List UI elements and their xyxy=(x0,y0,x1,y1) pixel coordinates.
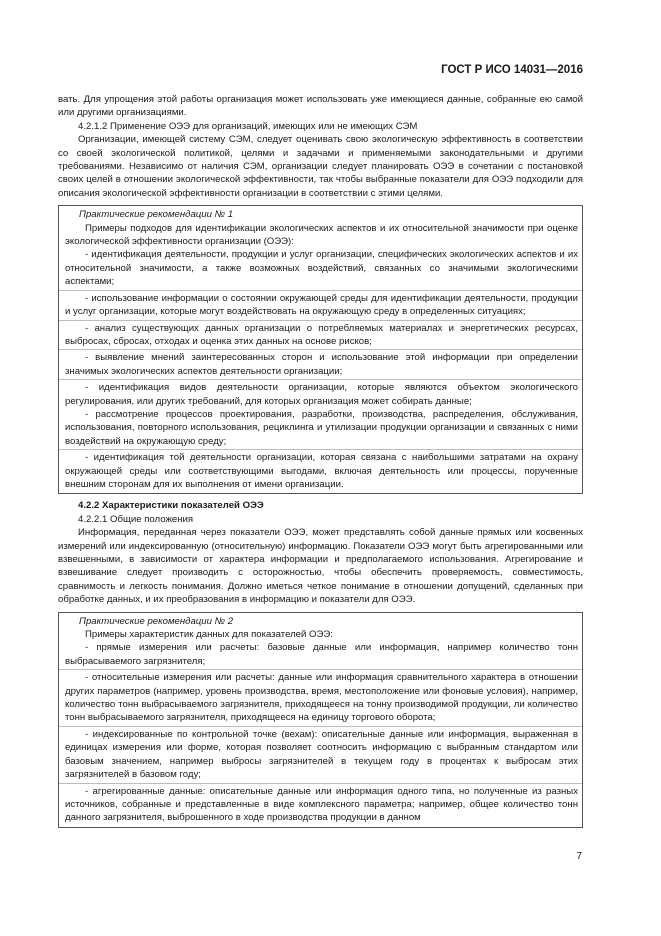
intro-paragraph: Организации, имеющей систему СЭМ, следует оценивать свою экологическую эффективность в соответствии со своей экологической политикой, целями и задачами и применяемыми законодательными и другими требованиями. Независимо от наличия СЭМ, организации следует планировать ОЭЭ в сочетании с постановкой своих целей в отношении экологической эффективности, так чтобы выбранные показатели для ОЭЭ подходили для описания экологической эффективности организации в соответствии с этими целями. xyxy=(58,134,583,199)
box-divider xyxy=(59,783,582,784)
box-divider xyxy=(59,379,582,380)
box-divider xyxy=(59,290,582,291)
box1-item: - идентификация видов деятельности организации, которые являются объектом экологического регулирования, или других требований, для которых организация может собирать данные; xyxy=(65,382,578,407)
practical-recommendations-box-1 xyxy=(58,205,583,494)
box2-title: Практические рекомендации № 2 xyxy=(79,615,234,627)
page-number: 7 xyxy=(576,851,582,862)
page-content xyxy=(58,93,583,833)
box-divider xyxy=(59,726,582,727)
subheading-4-2-1-2: 4.2.1.2 Применение ОЭЭ для организаций, имеющих или не имеющих СЭМ xyxy=(78,120,418,132)
box2-lead: Примеры характеристик данных для показателей ОЭЭ: xyxy=(85,629,333,641)
box1-item: - рассмотрение процессов проектирования, разработки, производства, распределения, обслуживания, использования, повторного использования, рециклинга и утилизации продукции организации и связанных с ними воздействий на окружающую среду; xyxy=(65,408,578,447)
box1-title: Практические рекомендации № 1 xyxy=(79,209,234,221)
box1-item: - идентификация деятельности, продукции и услуг организации, специфических экологических аспектов и их относительной значимости, а также возможных воздействий, связанных со значимыми экологическими аспектами; xyxy=(65,249,578,288)
box1-item: - выявление мнений заинтересованных сторон и использование этой информации при определении значимых экологических аспектов деятельности организации; xyxy=(65,352,578,377)
box-divider xyxy=(59,669,582,670)
box-divider xyxy=(59,449,582,450)
box1-item: - использование информации о состоянии окружающей среды для идентификации деятельности, продукции и услуг организации, которые могут воздействовать на окружающую среду в определенных ситуациях; xyxy=(65,292,578,318)
box2-item: - относительные измерения или расчеты: данные или информация сравнительного характера в отношении других параметров (например, уровень производства, время, местоположение или фоновые условия), например, количество тонн выбрасываемого загрязнителя, приходящееся на тонну производимой продукции, ли количество тонн выбрасываемого загрязнителя, приходящееся на единицу торгового оборота; xyxy=(65,672,578,724)
section-paragraph: Информация, переданная через показатели ОЭЭ, может представлять собой данные прямых или косвенных измерений или индексированную (относительную) информацию. Показатели ОЭЭ могут быть агрегированными или взвешенными, в зависимости от характера информации и предполагаемого использования. Агрегирование и взвешивание следует производить с осторожностью, чтобы обеспечить проверяемость, совместимость, сравнимость и легкость понимания. Должно иметься четкое понимание в отношении допущений, сделанных при обработке данных, и их преобразования в информацию и показатели для ОЭЭ. xyxy=(58,527,583,606)
box1-item: - идентификация той деятельности организации, которая связана с наибольшими затратами на охрану окружающей среды или соответствующими выгодами, включая деятельность или процессы, порученные внешним сторонам для их выполнения от имени организации. xyxy=(65,452,578,490)
box2-item: - индексированные по контрольной точке (вехам): описательные данные или информация, выраженная в единицах измерения или форме, которая позволяет соотносить информацию с выбранным стандартом или базовым значением, например выбросы загрязнителей в текущем году в процентах к выбросам этих загрязнителей в базовом году; xyxy=(65,728,578,781)
subheading-4-2-2-1: 4.2.2.1 Общие положения xyxy=(78,513,194,525)
practical-recommendations-box-2 xyxy=(58,612,583,828)
intro-paragraph-continuation: вать. Для упрощения этой работы организация может использовать уже имеющиеся данные, собранные ею самой или другими организациями. xyxy=(58,94,583,119)
box2-item: - агрегированные данные: описательные данные или информация одного типа, но полученные из разных источников, собранные и представленные в виде комплексного параметра; например, общее количество тонн данного загрязнителя, выброшенного в ходе производства продукции в данном xyxy=(65,785,578,824)
box2-item: - прямые измерения или расчеты: базовые данные или информация, например количество тонн выбрасываемого загрязнителя; xyxy=(65,642,578,667)
box1-item: - анализ существующих данных организации о потребляемых материалах и энергетических ресурсах, выбросах, сбросах, отходах и оценка этих данных на основе рисков; xyxy=(65,322,578,347)
section-heading-4-2-2: 4.2.2 Характеристики показателей ОЭЭ xyxy=(78,500,264,512)
document-id-header: ГОСТ Р ИСО 14031—2016 xyxy=(441,64,583,76)
box-divider xyxy=(59,320,582,321)
box1-lead: Примеры подходов для идентификации экологических аспектов и их относительной значимости при оценке экологической эффективности организации (ОЭЭ): xyxy=(65,222,578,248)
box-divider xyxy=(59,349,582,350)
